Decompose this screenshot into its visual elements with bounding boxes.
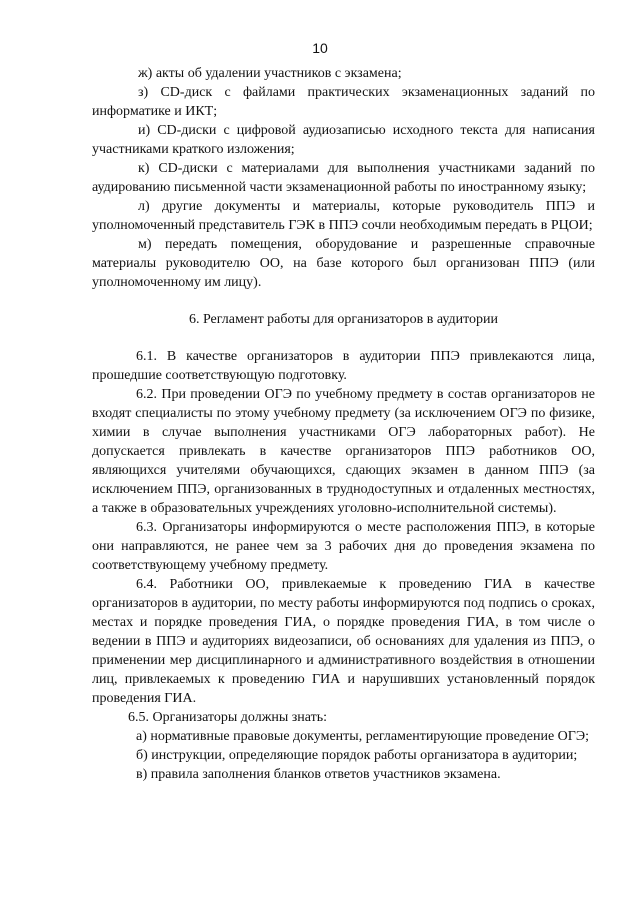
paragraph-6-4: 6.4. Работники ОО, привлекаемые к проведению ГИА в качестве организаторов в аудитории, по месту работы информируются под подпись о сроках, местах и порядке проведения ГИА, о порядке проведения ГИА, в том числе о ведении в ППЭ и аудиториях видеозаписи, об основаниях для удаления из ППЭ, о применении мер дисциплинарного и административного воздействия в отношении лиц, привлекаемых к проведению ГИА и нарушивших установленный порядок проведения ГИА. <box>92 577 595 706</box>
page-number: 10 <box>312 40 328 56</box>
subitem-a: а) нормативные правовые документы, регламентирующие проведение ОГЭ; <box>136 729 589 744</box>
list-item-zh: ж) акты об удалении участников с экзамена; <box>138 66 402 81</box>
section-heading: 6. Регламент работы для организаторов в аудитории <box>188 312 499 327</box>
document-body <box>92 64 595 784</box>
list-item-k: к) CD-диски с материалами для выполнения участниками заданий по аудированию письменной части экзаменационной работы по иностранному языку; <box>92 161 595 195</box>
paragraph-6-1: 6.1. В качестве организаторов в аудитории ППЭ привлекаются лица, прошедшие соответствующую подготовку. <box>92 349 595 383</box>
list-item-m: м) передать помещения, оборудование и разрешенные справочные материалы руководителю ОО, на базе которого был организован ППЭ (или уполномоченному им лицу). <box>92 237 595 290</box>
paragraph-6-5: 6.5. Организаторы должны знать: <box>128 710 328 725</box>
list-item-z: з) CD-диск с файлами практических экзаменационных заданий по информатике и ИКТ; <box>92 85 595 119</box>
subitem-v: в) правила заполнения бланков ответов участников экзамена. <box>136 767 501 782</box>
list-item-i: и) CD-диски с цифровой аудиозаписью исходного текста для написания участниками краткого изложения; <box>92 123 595 157</box>
subitem-b: б) инструкции, определяющие порядок работы организатора в аудитории; <box>136 748 578 763</box>
list-item-l: л) другие документы и материалы, которые руководитель ППЭ и уполномоченный представитель ГЭК в ППЭ сочли необходимым передать в РЦОИ; <box>92 199 595 233</box>
paragraph-6-3: 6.3. Организаторы информируются о месте расположения ППЭ, в которые они направляются, не ранее чем за 3 рабочих дня до проведения экзамена по соответствующему учебному предмету. <box>92 520 595 573</box>
paragraph-6-2: 6.2. При проведении ОГЭ по учебному предмету в состав организаторов не входят специалисты по этому учебному предмету (за исключением ОГЭ по физике, химии в случае выполнения участниками ОГЭ лабораторных работ). Не допускается привлекать в качестве организаторов ППЭ работников ОО, являющихся учителями обучающихся, сдающих экзамен в данном ППЭ (за исключением ППЭ, организованных в труднодоступных и отдаленных местностях, а также в образовательных учреждениях уголовно-исполнительной системы). <box>92 387 595 516</box>
